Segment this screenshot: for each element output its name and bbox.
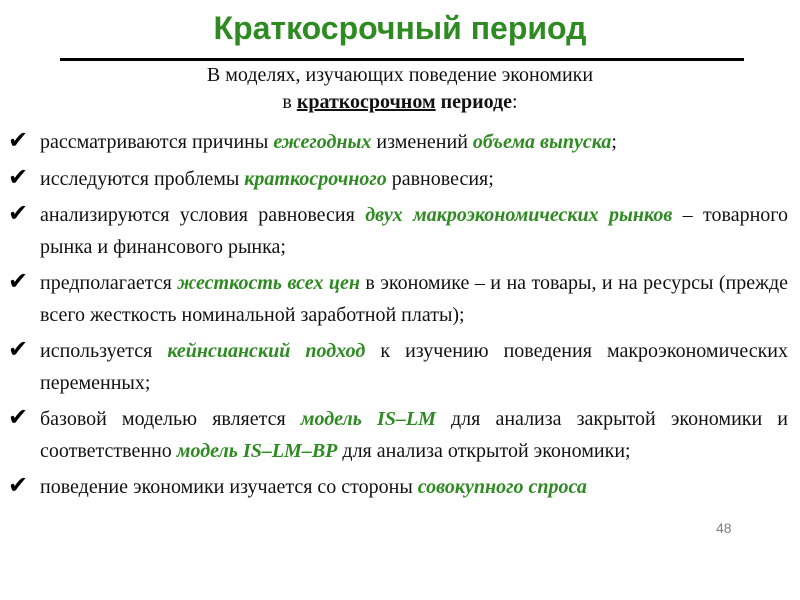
list-item-highlight: модель IS–LM–BP [176, 439, 338, 462]
list-item-text [40, 268, 788, 331]
check-mark-icon: ✔ [8, 162, 29, 191]
list-item-highlight: двух макроэкономических рынков [365, 204, 673, 226]
list-item-text [40, 472, 788, 504]
check-mark-icon: ✔ [8, 471, 29, 499]
list-item [8, 472, 788, 504]
intro-line-2-prefix: в [282, 91, 297, 113]
list-item [8, 404, 788, 467]
list-item-highlight: кейнсианский подход [167, 340, 366, 362]
page-number: 48 [716, 520, 732, 536]
intro-line-2-suffix: : [512, 91, 518, 113]
bullet-list [8, 127, 788, 509]
check-mark-icon: ✔ [8, 199, 29, 227]
page-title: Краткосрочный период [213, 10, 587, 46]
list-item-highlight: жесткость всех цен [177, 272, 360, 294]
list-item-highlight: ежегодных [273, 131, 372, 153]
list-item-text-part: исследуются проблемы [40, 167, 245, 190]
intro-line-2 [0, 89, 800, 116]
list-item-text-part: в экономике – и на товары, и на ресурсы (прежде всего жесткость номинальной заработной платы); [40, 272, 788, 326]
list-item-highlight: совокупного спроса [417, 476, 587, 498]
list-item-highlight: объема выпуска [472, 131, 612, 153]
list-item [8, 336, 788, 399]
list-item-text-part: поведение экономики изучается со стороны [40, 476, 418, 498]
list-item-text [40, 127, 788, 159]
list-item [8, 268, 788, 331]
check-mark-icon: ✔ [8, 403, 29, 431]
list-item-text-part: анализируются условия равновесия [40, 204, 366, 226]
list-item-text-part: рассматриваются причины [40, 131, 274, 153]
list-item-text [40, 164, 788, 196]
list-item-text-part: изменений [371, 131, 473, 153]
list-item-text-part: для анализа открытой экономики; [337, 439, 631, 462]
intro-underlined-word: краткосрочном [296, 91, 436, 113]
list-item-text [40, 336, 788, 399]
check-mark-icon: ✔ [8, 267, 29, 295]
list-item-text-part: равновесия; [386, 167, 494, 190]
list-item [8, 200, 788, 263]
list-item-text [40, 404, 788, 467]
list-item-text-part: используется [40, 340, 168, 362]
list-item-text-part: ; [611, 131, 617, 153]
intro-text [0, 62, 800, 116]
list-item-text-part: к изучению поведения макроэкономических переменных; [40, 340, 788, 394]
list-item-highlight: краткосрочного [244, 167, 387, 190]
list-item-text-part: базовой моделью является [40, 408, 301, 430]
check-mark-icon: ✔ [8, 335, 29, 363]
list-item-text-part: для анализа закрытой экономики и соответственно [40, 408, 788, 462]
check-mark-icon: ✔ [8, 126, 29, 154]
list-item [8, 127, 788, 159]
intro-bold-word: периоде [435, 91, 513, 113]
list-item-text-part: – товарного рынка и финансового рынка; [40, 204, 788, 258]
list-item [8, 164, 788, 196]
list-item-text-part: предполагается [40, 272, 178, 294]
intro-line-1: В моделях, изучающих поведение экономики [206, 64, 594, 86]
list-item-highlight: модель IS–LM [300, 408, 436, 430]
list-item-text [40, 200, 788, 263]
title-divider [60, 58, 744, 61]
